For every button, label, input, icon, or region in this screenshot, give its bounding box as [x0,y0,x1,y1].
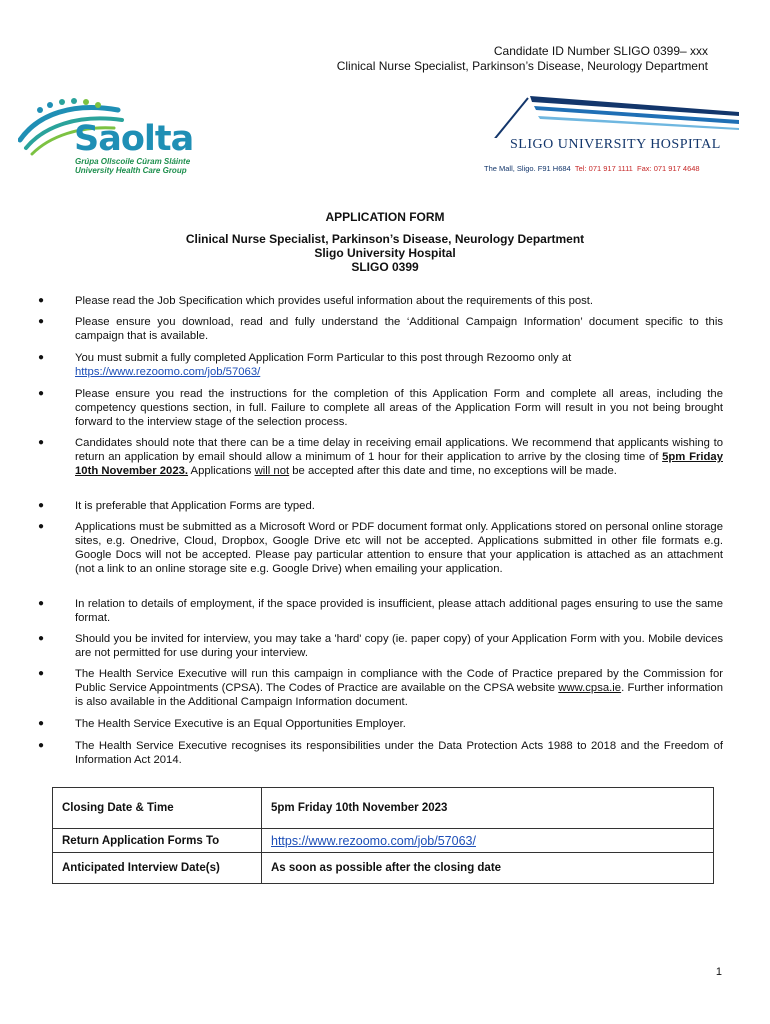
closing-value: 5pm Friday 10th November 2023 [262,788,714,829]
saolta-irish-subtitle: Grúpa Ollscoile Cúram Sláinte [75,157,191,166]
list-item: ● Candidates should note that there can be a time delay in receiving email applications. We recommend that applicants wishing to return an application by email should allow a minimum of 1 hour for their application to arrive by the closing time of 5pm Friday 10th November 2023. Applications will not be accepted after this date and time, no exceptions will be made. [38,437,723,477]
interview-value: As soon as possible after the closing date [262,853,714,884]
return-cell [262,829,714,853]
return-label: Return Application Forms To [53,829,262,853]
sligo-hospital-logo [484,94,739,178]
interview-label: Anticipated Interview Date(s) [53,853,262,884]
hospital-address: The Mall, Sligo. F91 H684 [484,164,571,173]
list-item: ● You must submit a fully completed Application Form Particular to this post through Rezoomo only at https://www.rezoomo.com/job/57063/ [38,352,572,378]
cpsa-link[interactable]: www.cpsa.ie [558,682,622,694]
list-item: ● The Health Service Executive is an Equal Opportunities Employer. [38,718,406,730]
table-row [53,788,714,829]
post-title: Clinical Nurse Specialist, Parkinson’s Disease, Neurology Department [185,232,585,246]
table-row [53,853,714,884]
table-row [53,829,714,853]
saolta-logo [18,96,218,180]
closing-date-emphasis: 5pm Friday 10th November 2023. [75,451,723,477]
hospital-fax: Fax: 071 917 4648 [637,164,700,173]
list-item: ● In relation to details of employment, if the space provided is insufficient, please attach additional pages ensuring to use the same format. [38,598,723,624]
hospital-title: Sligo University Hospital [314,246,456,260]
hospital-contact [484,164,700,173]
rezoomo-link[interactable]: https://www.rezoomo.com/job/57063/ [75,366,261,378]
list-item: ● Should you be invited for interview, you may take a 'hard' copy (ie. paper copy) of your Application Form with you. Mobile devices are not permitted for use during your interview. [38,633,723,659]
saolta-wordmark: Saolta [74,119,194,159]
list-item: ● Please read the Job Specification which provides useful information about the requirements of this post. [38,295,594,307]
hospital-name: SLIGO UNIVERSITY HOSPITAL [510,137,721,152]
return-link[interactable]: https://www.rezoomo.com/job/57063/ [271,833,476,848]
closing-label: Closing Date & Time [53,788,262,829]
page-number: 1 [715,966,722,978]
saolta-english-subtitle: University Health Care Group [75,166,187,175]
list-item: ● The Health Service Executive will run this campaign in compliance with the Code of Practice prepared by the Commission for Public Service Appointments (CPSA). The Codes of Practice are available on the CPSA website www.cpsa.ie. Further information is also available in the Additional Campaign Information document. [38,668,723,708]
hospital-tel: Tel: 071 917 1111 [574,164,633,173]
list-item: ● The Health Service Executive recognises its responsibilities under the Data Protection Acts 1988 to 2018 and the Freedom of Information Act 2014. [38,740,723,766]
reference-title: SLIGO 0399 [351,260,419,274]
list-item: ● Please ensure you download, read and fully understand the ‘Additional Campaign Information’ document specific to this campaign that is available. [38,316,723,342]
list-item: ● Please ensure you read the instructions for the completion of this Application Form and complete all areas, including the competency questions section, in full. Failure to complete all areas of the Application Form will result in you not being brought forward to the interview stage of the selection process. [38,388,723,428]
post-title-line: Clinical Nurse Specialist, Parkinson’s Disease, Neurology Department [336,59,708,73]
hospital-roof-icon [484,94,739,138]
list-item: ● It is preferable that Application Forms are typed. [38,500,315,512]
candidate-id-line: Candidate ID Number SLIGO 0399– xxx [493,44,708,58]
application-details-table [52,787,714,884]
form-title: APPLICATION FORM [325,210,445,224]
list-item: ● Applications must be submitted as a Microsoft Word or PDF document format only. Applications stored on personal online storage sites, e.g. Onedrive, Cloud, Dropbox, Google Drive etc will not be accepted. Applications submitted in other file formats e.g. Google Docs will not be accepted. Please pay particular attention to ensure that your application is attached as an attachment (not a link to an online storage site e.g. Google Drive) when emailing your application. [38,521,723,575]
